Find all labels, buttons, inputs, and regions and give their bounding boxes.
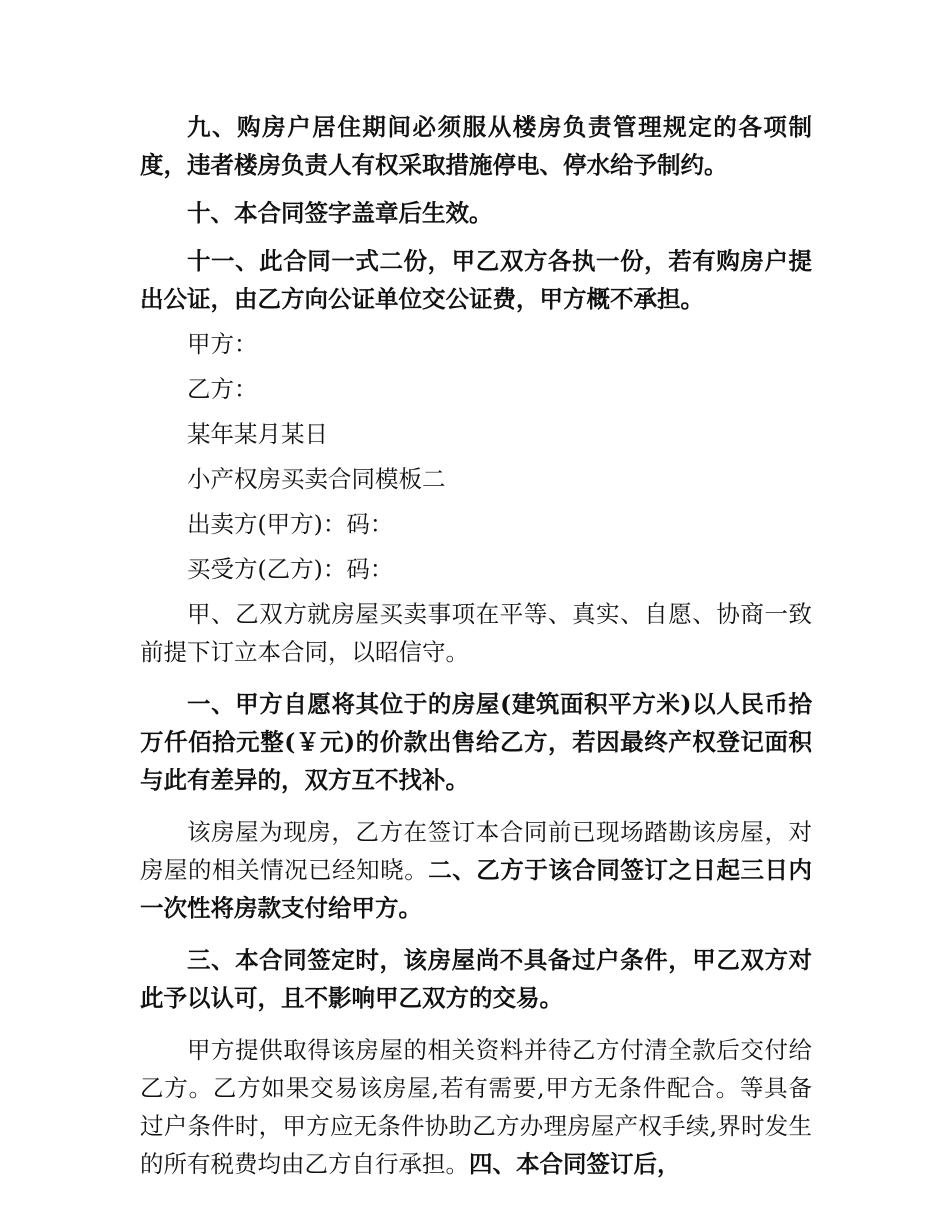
- signing-date: 某年某月某日: [187, 420, 328, 448]
- clause-9: 九、购房户居住期间必须服从楼房负责管理规定的各项制度，违者楼房负责人有权采取措施停电、停水给予制约。: [140, 113, 812, 179]
- clause-2: 二、乙方于该合同签订之日起三日内一次性将房款支付给甲方。: [140, 856, 813, 922]
- transfer-terms-text: 甲方提供取得该房屋的相关资料并待乙方付清全款后交付给乙方。乙方如果交易该房屋,若有需要,甲方无条件配合。等具备过户条件时，甲方应无条件协助乙方办理房屋产权手续,界时发生的所有税费均由乙方自行承担。: [140, 1036, 812, 1178]
- property-status-text: 该房屋为现房，乙方在签订本合同前已现场踏勘该房屋，对房屋的相关情况已经知晓。: [140, 818, 812, 884]
- clause-11: 十一、此合同一式二份，甲乙双方各执一份，若有购房户提出公证，由乙方向公证单位交公证费，甲方概不承担。: [140, 247, 812, 313]
- clause-1-supplement-and-clause-2: [140, 813, 812, 927]
- clause-10: 十、本合同签字盖章后生效。: [187, 199, 493, 227]
- clause-1: 一、甲方自愿将其位于的房屋(建筑面积平方米)以人民币拾万仟佰拾元整(￥元)的价款出售给乙方，若因最终产权登记面积与此有差异的，双方互不找补。: [140, 690, 812, 794]
- template-two-title: 小产权房买卖合同模板二: [187, 465, 446, 493]
- party-a-signature: 甲方：: [187, 330, 258, 358]
- clause-3: 三、本合同签定时，该房屋尚不具备过户条件，甲乙双方对此予以认可，且不影响甲乙双方的交易。: [140, 946, 812, 1012]
- clause-3-supplement-and-clause-4: [140, 1031, 812, 1183]
- seller-line: 出卖方(甲方)：码：: [187, 510, 394, 538]
- party-b-signature: 乙方：: [187, 375, 258, 403]
- preamble: 甲、乙双方就房屋买卖事项在平等、真实、自愿、协商一致前提下订立本合同，以昭信守。: [140, 600, 812, 666]
- clause-4-start: 四、本合同签订后，: [469, 1150, 681, 1178]
- buyer-line: 买受方(乙方)：码：: [187, 555, 394, 583]
- document-body: [140, 108, 812, 1183]
